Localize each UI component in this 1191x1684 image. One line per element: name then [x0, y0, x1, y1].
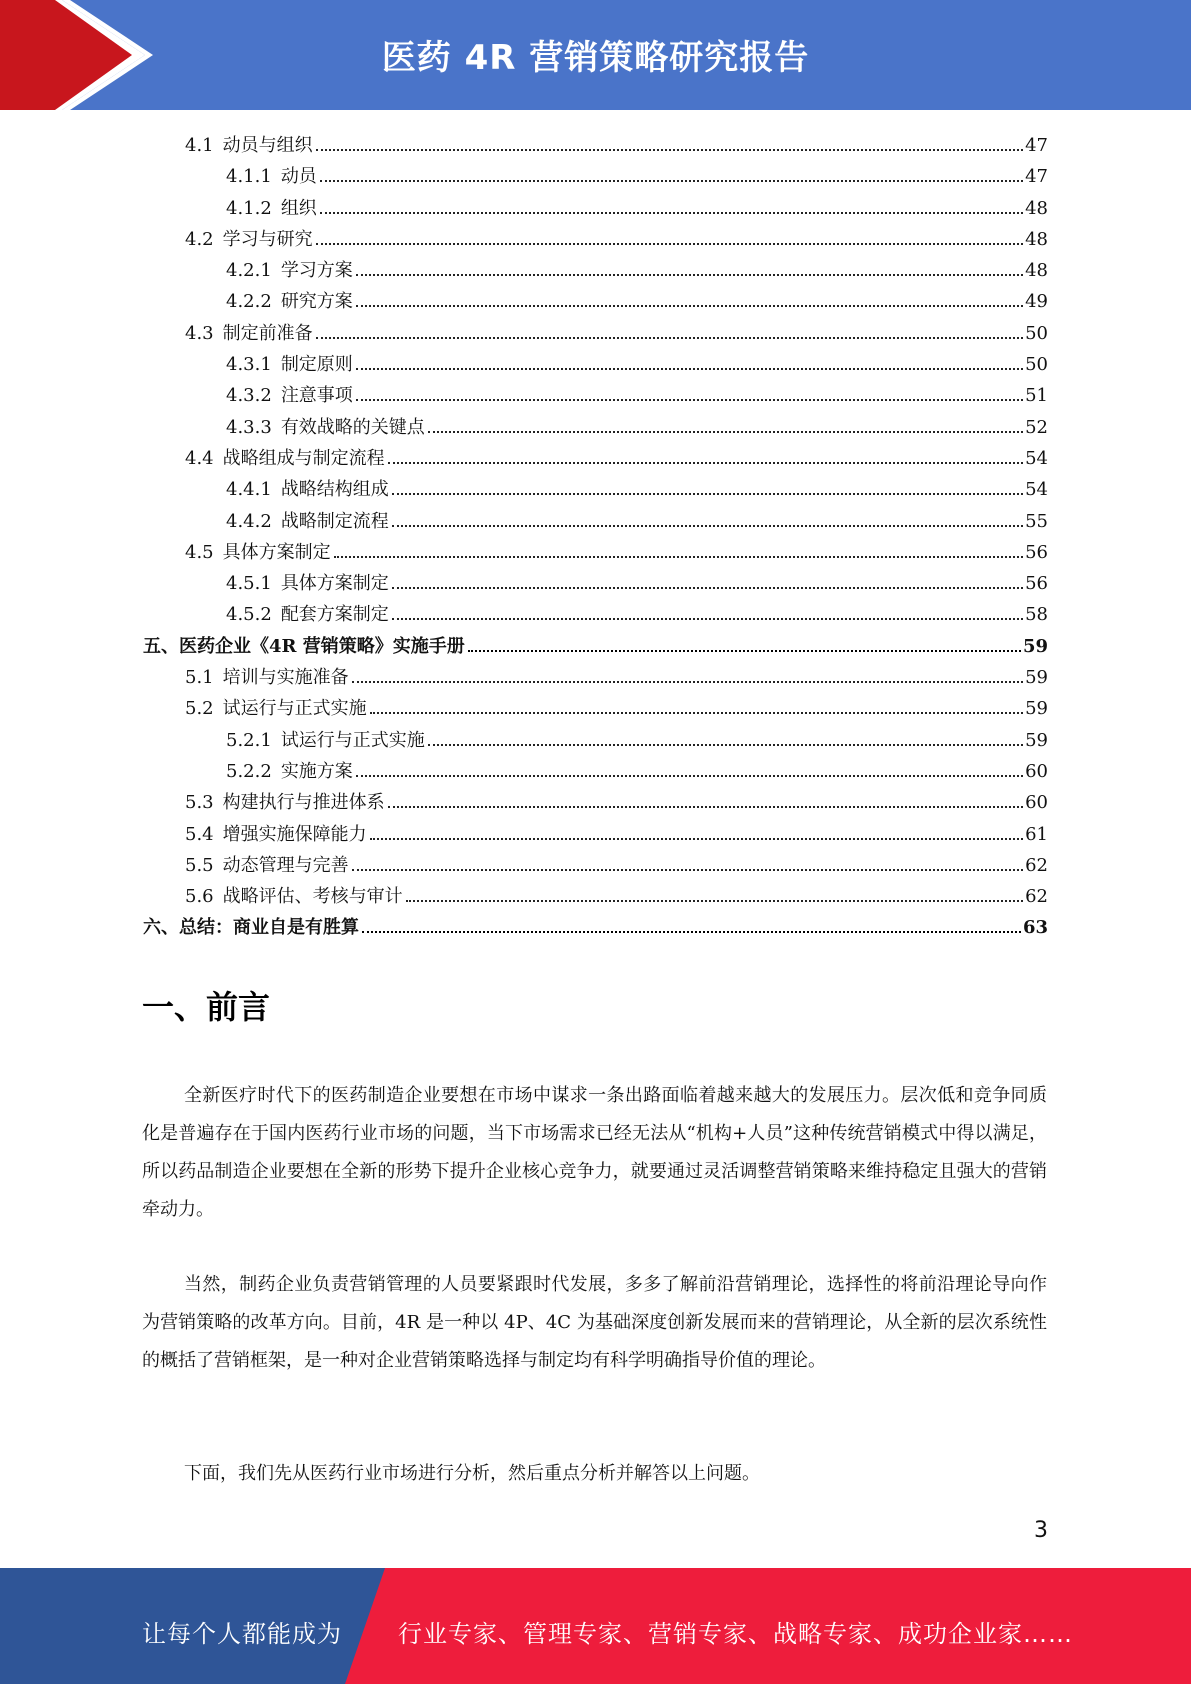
toc-entry-label: 动员与组织: [222, 135, 313, 156]
toc-entry-label: 战略结构组成: [280, 479, 389, 501]
toc-entry-number: 5.2.1: [226, 729, 272, 751]
toc-leader-dots: [388, 462, 1023, 464]
toc-entry-label: 构建执行与推进体系: [222, 792, 385, 814]
toc-entry[interactable]: [143, 474, 1048, 505]
toc-leader-dots: [388, 806, 1023, 808]
toc-entry[interactable]: [143, 850, 1048, 881]
paragraph-3: 下面，我们先从医药行业市场进行分析，然后重点分析并解答以上问题。: [184, 1463, 760, 1484]
toc-entry-page: 52: [1025, 416, 1048, 438]
toc-leader-dots: [316, 149, 1023, 151]
toc-entry-number: 4.1.2: [226, 197, 272, 219]
toc-entry-number: 4.4.1: [226, 479, 272, 501]
toc-leader-dots: [356, 274, 1023, 276]
toc-entry-label: 试运行与正式实施: [280, 729, 425, 751]
toc-entry-label: 组织: [280, 197, 317, 219]
toc-entry-page: 48: [1025, 228, 1048, 250]
toc-leader-dots: [334, 556, 1023, 558]
toc-entry[interactable]: [143, 756, 1048, 787]
toc-leader-dots: [356, 399, 1023, 401]
toc-entry[interactable]: [143, 161, 1048, 192]
footer-slogan: 让每个人都能成为: [142, 1620, 342, 1648]
toc-entry-page: 59: [1025, 667, 1048, 689]
toc-entry-page: 60: [1025, 760, 1048, 782]
header-title: 医药 4R 营销策略研究报告: [381, 38, 810, 78]
toc-entry-number: 5.2: [185, 698, 214, 720]
toc-leader-dots: [406, 900, 1023, 902]
toc-entry[interactable]: [143, 819, 1048, 850]
toc-entry-page: 56: [1025, 573, 1048, 595]
toc-entry[interactable]: [143, 912, 1048, 943]
toc-entry-label: 五、医药企业《4R 营销策略》实施手册: [143, 635, 465, 657]
page-footer: [0, 1568, 1191, 1684]
toc-entry[interactable]: [143, 130, 1048, 161]
toc-entry-number: 4.5.2: [226, 604, 272, 626]
toc-entry-label: 战略评估、考核与审计: [222, 886, 403, 908]
toc-entry-number: 5.6: [185, 886, 214, 908]
toc-entry-page: 54: [1025, 479, 1048, 501]
toc-entry-label: 有效战略的关键点: [280, 416, 425, 438]
toc-entry[interactable]: [143, 349, 1048, 380]
toc-entry[interactable]: [143, 537, 1048, 568]
toc-entry-label: 试运行与正式实施: [222, 698, 367, 720]
toc-entry[interactable]: [143, 255, 1048, 286]
toc-entry-label: 动员: [280, 166, 317, 188]
toc-leader-dots: [392, 493, 1023, 495]
toc-leader-dots: [362, 931, 1021, 933]
toc-entry-label: 具体方案制定: [222, 541, 331, 563]
toc-entry-page: 59: [1025, 698, 1048, 720]
toc-entry[interactable]: [143, 568, 1048, 599]
toc-entry-number: 5.1: [185, 667, 214, 689]
toc-leader-dots: [320, 212, 1023, 214]
toc-leader-dots: [392, 525, 1023, 527]
toc-entry[interactable]: [143, 286, 1048, 317]
toc-entry[interactable]: [143, 506, 1048, 537]
toc-leader-dots: [320, 180, 1023, 182]
toc-entry-page: 56: [1025, 541, 1048, 563]
toc-entry-number: 5.5: [185, 854, 214, 876]
toc-entry-label: 实施方案: [280, 760, 353, 782]
toc-entry-page: 48: [1025, 260, 1048, 282]
toc-leader-dots: [316, 243, 1023, 245]
toc-entry-number: 4.2.2: [226, 291, 272, 313]
toc-entry-number: 4.3: [185, 322, 214, 344]
toc-entry-label: 培训与实施准备: [222, 667, 349, 689]
toc-entry-page: 60: [1025, 792, 1048, 814]
toc-entry[interactable]: [143, 881, 1048, 912]
toc-entry[interactable]: [143, 662, 1048, 693]
toc-entry-page: 62: [1025, 886, 1048, 908]
toc-entry-page: 61: [1025, 823, 1048, 845]
toc-entry[interactable]: [143, 725, 1048, 756]
toc-leader-dots: [370, 838, 1023, 840]
toc-entry[interactable]: [143, 443, 1048, 474]
toc-leader-dots: [356, 775, 1023, 777]
section-heading: 一、前言: [142, 988, 271, 1026]
paragraph-1: 全新医疗时代下的医药制造企业要想在市场中谋求一条出路面临着越来越大的发展压力。层次低和竞争同质化是普遍存在于国内医药行业市场的问题，当下市场需求已经无法从“机构+人员”这种传统营销模式中得以满足，所以药品制造企业要想在全新的形势下提升企业核心竞争力，就要通过灵活调整营销策略来维持稳定且强大的营销牵动力。: [142, 1085, 1047, 1220]
toc-entry-label: 配套方案制定: [280, 604, 389, 626]
toc-leader-dots: [428, 431, 1023, 433]
toc-entry-number: 4.3.1: [226, 354, 272, 376]
page-number: 3: [1034, 1518, 1048, 1543]
toc-entry-label: 制定原则: [280, 354, 353, 376]
toc-entry-number: 4.2: [185, 228, 214, 250]
toc-entry-label: 学习与研究: [222, 228, 313, 250]
toc-entry-page: 59: [1022, 635, 1048, 657]
toc-entry-label: 六、总结：商业自是有胜算: [143, 917, 359, 939]
toc-entry-number: 4.5: [185, 541, 214, 563]
toc-entry-label: 动态管理与完善: [222, 854, 349, 876]
toc-leader-dots: [356, 368, 1023, 370]
toc-entry-page: 59: [1025, 729, 1048, 751]
toc-leader-dots: [468, 650, 1021, 652]
toc-entry-number: 4.1.1: [226, 166, 272, 188]
toc-entry-page: 48: [1025, 197, 1048, 219]
toc-leader-dots: [370, 712, 1023, 714]
toc-leader-dots: [352, 681, 1023, 683]
toc-entry-number: 4.4: [185, 447, 214, 469]
toc-entry-label: 增强实施保障能力: [222, 823, 367, 845]
toc-entry-number: 4.2.1: [226, 260, 272, 282]
toc-entry-label: 具体方案制定: [280, 573, 389, 595]
toc-entry[interactable]: [143, 631, 1048, 662]
toc-leader-dots: [352, 869, 1023, 871]
toc-entry-page: 50: [1025, 322, 1048, 344]
toc-entry-number: 4.1: [185, 135, 214, 156]
toc-leader-dots: [392, 618, 1023, 620]
toc-entry-label: 制定前准备: [222, 322, 313, 344]
toc-leader-dots: [392, 587, 1023, 589]
toc-entry-number: 4.4.2: [226, 510, 272, 532]
page-header: [0, 0, 1191, 110]
toc-entry-page: 55: [1025, 510, 1048, 532]
toc-entry[interactable]: [143, 193, 1048, 224]
toc-entry-page: 47: [1025, 135, 1048, 156]
toc-entry[interactable]: [143, 412, 1048, 443]
toc-entry-page: 58: [1025, 604, 1048, 626]
toc-entry-page: 63: [1022, 917, 1048, 939]
footer-roles: 行业专家、管理专家、营销专家、战略专家、成功企业家……: [398, 1620, 1073, 1648]
toc-entry-number: 4.5.1: [226, 573, 272, 595]
toc-entry-number: 4.3.2: [226, 385, 272, 407]
toc-entry-page: 47: [1025, 166, 1048, 188]
toc-entry-label: 学习方案: [280, 260, 353, 282]
toc-entry-page: 51: [1025, 385, 1048, 407]
table-of-contents: [143, 130, 1048, 944]
toc-leader-dots: [356, 305, 1023, 307]
toc-entry-number: 5.3: [185, 792, 214, 814]
toc-entry-page: 54: [1025, 447, 1048, 469]
toc-entry[interactable]: [143, 380, 1048, 411]
toc-entry-label: 注意事项: [280, 385, 353, 407]
toc-entry-number: 5.2.2: [226, 760, 272, 782]
toc-entry-label: 战略制定流程: [280, 510, 389, 532]
toc-entry-number: 4.3.3: [226, 416, 272, 438]
toc-entry[interactable]: [143, 599, 1048, 630]
toc-entry-page: 50: [1025, 354, 1048, 376]
toc-leader-dots: [316, 337, 1023, 339]
toc-entry[interactable]: [143, 224, 1048, 255]
toc-entry-page: 49: [1025, 291, 1048, 313]
toc-leader-dots: [428, 744, 1023, 746]
toc-entry-number: 5.4: [185, 823, 214, 845]
toc-entry-label: 战略组成与制定流程: [222, 447, 385, 469]
toc-entry[interactable]: [143, 318, 1048, 349]
toc-entry[interactable]: [143, 693, 1048, 724]
toc-entry-page: 62: [1025, 854, 1048, 876]
paragraph-2: 当然，制药企业负责营销管理的人员要紧跟时代发展，多多了解前沿营销理论，选择性的将前沿理论导向作为营销策略的改革方向。目前，4R 是一种以 4P、4C 为基础深度创新发展而来的营销理论，从全新的层次系统性的概括了营销框架，是一种对企业营销策略选择与制定均有科学明确指导价值的理论。: [142, 1274, 1047, 1371]
toc-entry[interactable]: [143, 787, 1048, 818]
toc-entry-label: 研究方案: [280, 291, 353, 313]
